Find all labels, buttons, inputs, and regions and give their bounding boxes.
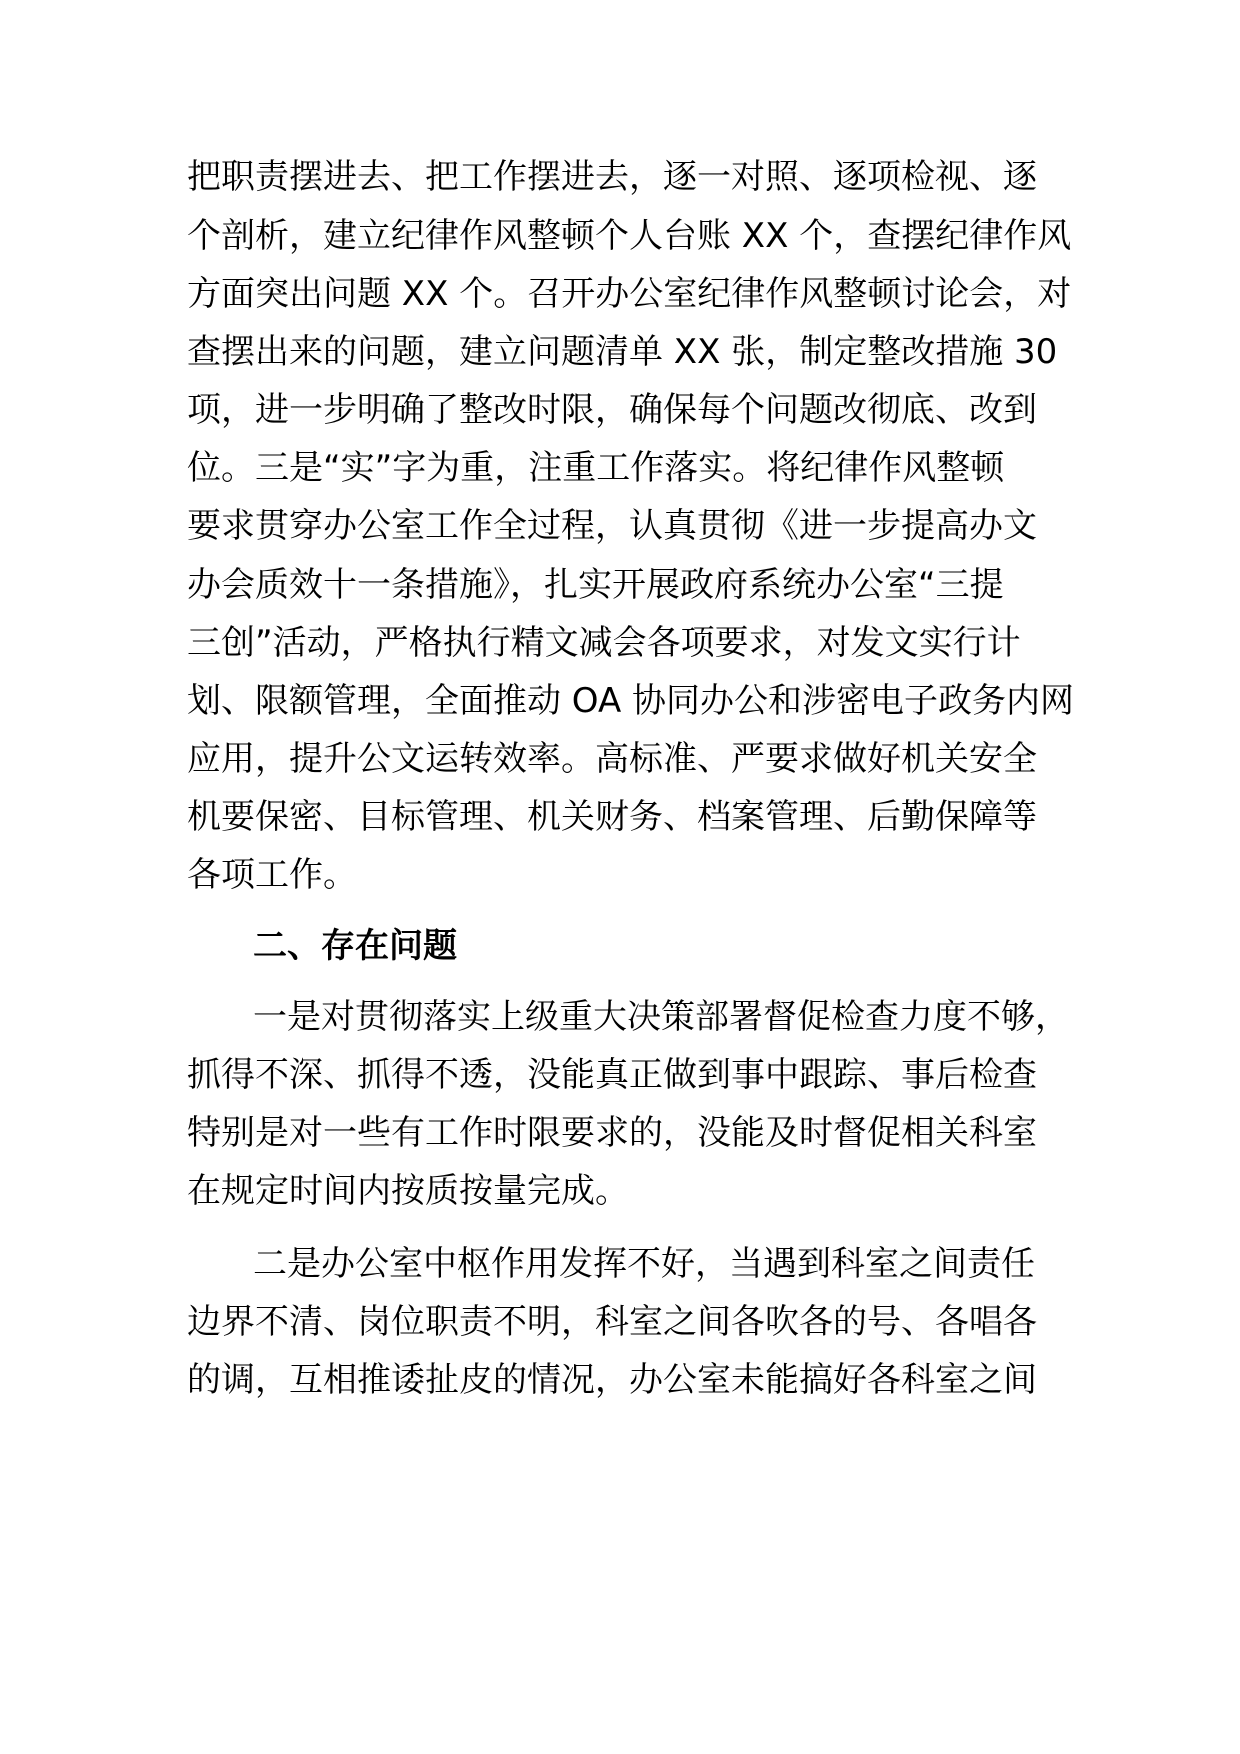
text-line: 三创”活动，严格执行精文减会各项要求，对发文实行计 bbox=[187, 623, 1021, 663]
text-line: 位。三是“实”字为重，注重工作落实。将纪律作风整顿 bbox=[187, 448, 1005, 488]
text-line: 机要保密、目标管理、机关财务、档案管理、后勤保障等 bbox=[187, 797, 1037, 837]
text-line: 项，进一步明确了整改时限，确保每个问题改彻底、改到 bbox=[187, 390, 1037, 430]
section-heading: 二、存在问题 bbox=[253, 926, 457, 966]
text-line: 抓得不深、抓得不透，没能真正做到事中跟踪、事后检查 bbox=[187, 1055, 1037, 1095]
text-line: 办会质效十一条措施》，扎实开展政府系统办公室“三提 bbox=[187, 565, 1004, 605]
text-line: 边界不清、岗位职责不明，科室之间各吹各的号、各唱各 bbox=[187, 1302, 1037, 1342]
text-line: 要求贯穿办公室工作全过程，认真贯彻《进一步提高办文 bbox=[187, 506, 1037, 546]
text-line: 应用，提升公文运转效率。高标准、严要求做好机关安全 bbox=[187, 739, 1037, 779]
text-line: 二是办公室中枢作用发挥不好，当遇到科室之间责任 bbox=[253, 1244, 1035, 1284]
text-line: 特别是对一些有工作时限要求的，没能及时督促相关科室 bbox=[187, 1113, 1037, 1153]
text-line: 方面突出问题 XX 个。召开办公室纪律作风整顿讨论会，对 bbox=[187, 274, 1072, 314]
text-line: 划、限额管理，全面推动 OA 协同办公和涉密电子政务内网 bbox=[187, 681, 1075, 721]
text-line: 查摆出来的问题，建立问题清单 XX 张，制定整改措施 30 bbox=[187, 332, 1058, 372]
text-line: 个剖析，建立纪律作风整顿个人台账 XX 个，查摆纪律作风 bbox=[187, 216, 1072, 256]
text-line: 各项工作。 bbox=[187, 855, 357, 895]
text-line: 的调，互相推诿扯皮的情况，办公室未能搞好各科室之间 bbox=[187, 1360, 1037, 1400]
text-line: 把职责摆进去、把工作摆进去，逐一对照、逐项检视、逐 bbox=[187, 157, 1037, 197]
text-line: 一是对贯彻落实上级重大决策部署督促检查力度不够， bbox=[253, 997, 1069, 1037]
text-line: 在规定时间内按质按量完成。 bbox=[187, 1171, 629, 1211]
